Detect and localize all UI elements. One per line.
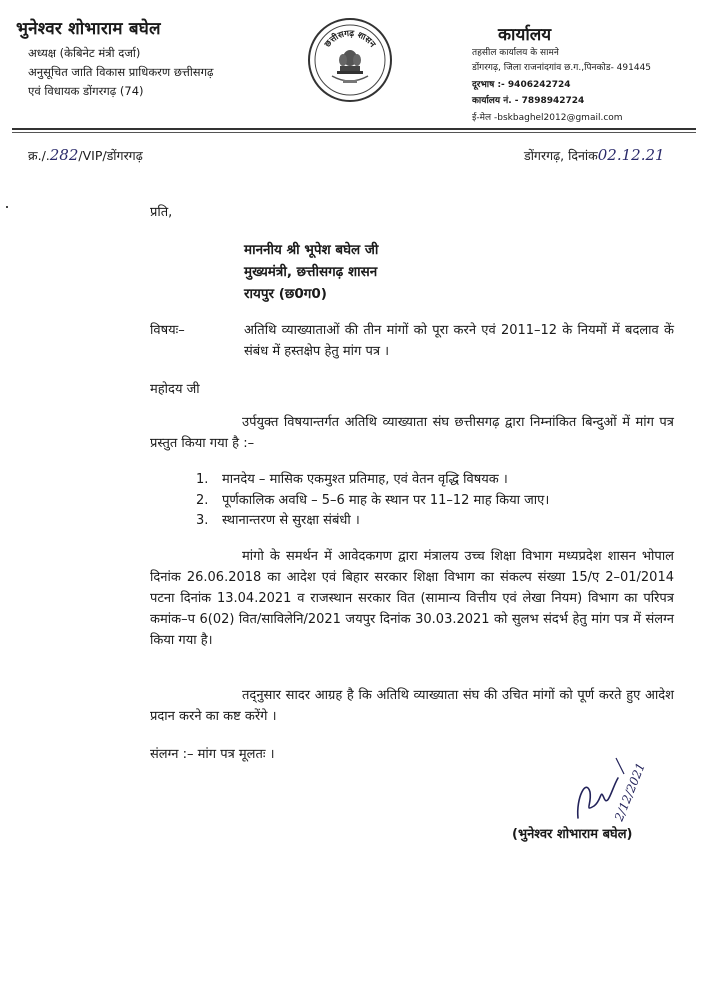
reference-prefix: क्र./. <box>28 148 50 163</box>
list-item-number: 3. <box>196 513 209 528</box>
office-address-line-2: डोंगरगढ़, जिला राजनांदगांव छ.ग.,पिनकोड- 491445 <box>472 63 652 73</box>
office-email: ई-मेल -bskbaghel2012@gmail.com <box>472 113 623 123</box>
salutation: महोदय जी <box>150 382 200 397</box>
emblem-text: छत्तीसगढ़ शासन <box>322 28 378 50</box>
list-item-text: पूर्णकालिक अवधि – 5–6 माह के स्थान पर 11–12 माह किया जाए। <box>222 492 550 508</box>
list-item-number: 2. <box>196 492 209 508</box>
paragraph-request: तद्नुसार सादर आग्रह है कि अतिथि व्याख्याता संघ की उचित मांगों को पूर्ण करते हुए आदेश प्रदान करने का कष्ट करेंगे । <box>150 688 674 724</box>
letterhead-name: भुनेश्वर शोभाराम बघेल <box>16 19 161 39</box>
office-number: कार्यालय नं. - 7898942724 <box>472 96 585 106</box>
reference-handwritten-number: 282 <box>49 146 79 164</box>
list-item-number: 1. <box>196 472 209 487</box>
enclosure-note: संलग्न :– मांग पत्र मूलतः । <box>150 747 275 762</box>
signature-date: 2/12/2021 <box>611 760 648 824</box>
recipient-name: माननीय श्री भूपेश बघेल जी <box>244 242 379 258</box>
date-handwritten-value: 02.12.21 <box>597 146 665 164</box>
office-phone: दूरभाष :- 9406242724 <box>472 80 571 90</box>
recipient-designation: मुख्यमंत्री, छत्तीसगढ़ शासन <box>244 264 378 280</box>
recipient-place: रायपुर (छ0ग0) <box>244 286 327 302</box>
subject-text: अतिथि व्याख्याताओं की तीन मांगों को पूरा करने एवं 2011–12 के नियमों में बदलाव कें संबंध में हस्तक्षेप हेतु मांग पत्र । <box>244 323 674 359</box>
reference-number <box>28 146 143 164</box>
letterhead-divider-thin <box>12 132 696 133</box>
reference-suffix: /VIP/डोंगरगढ़ <box>78 148 143 163</box>
scan-speck <box>6 206 8 208</box>
list-item-text: स्थानान्तरण से सुरक्षा संबंधी । <box>222 513 360 528</box>
paragraph-intro: उर्पयुक्त विषयान्तर्गत अतिथि व्याख्याता संघ छत्तीसगढ़ द्वारा निम्नांकित बिन्दुओं में मांग पत्र प्रस्तुत किया गया है :– <box>150 415 674 451</box>
paragraph-support: मांगो के समर्थन में आवेदकगण द्वारा मंत्रालय उच्च शिक्षा विभाग मध्यप्रदेश शासन भोपाल दिनांक 26.06.2018 का आदेश एवं बिहार सरकार शिक्षा विभाग का संकल्प संख्या 15/ए 2–01/2014 पटना दिनांक 13.04.2021 व राजस्थान सरकार वित (सामान्य वित्तीय एवं लेखा नियम) विभाग का परिपत्र कमांक–प 6(02) वित/साविलेनि/2021 जयपुर दिनांक 30.03.2021 को सुलभ संदर्भ हेतु मांग पत्र में संलग्न किया गया है। <box>150 549 674 648</box>
letterhead-authority: अनुसूचित जाति विकास प्राधिकरण छत्तीसगढ़ <box>28 65 214 79</box>
to-label: प्रति, <box>150 205 173 220</box>
handwritten-signature <box>564 748 674 832</box>
svg-text:छत्तीसगढ़ शासन <box>322 29 378 51</box>
subject-label: विषयः– <box>150 323 185 338</box>
government-emblem-icon <box>308 18 392 102</box>
demand-list <box>196 470 676 532</box>
list-item-text: मानदेय – मासिक एकमुश्त प्रतिमाह, एवं वेतन वृद्धि विषयक । <box>222 472 508 487</box>
list-item <box>196 491 676 512</box>
office-address-line-1: तहसील कार्यालय के सामने <box>472 48 559 58</box>
list-item <box>196 470 676 491</box>
letterhead-divider <box>12 128 696 130</box>
signatory-name: (भुनेश्वर शोभाराम बघेल) <box>512 827 633 842</box>
letter-date <box>524 146 665 164</box>
letterhead-designation: अध्यक्ष (केबिनेट मंत्री दर्जा) <box>28 46 141 60</box>
date-label: डोंगरगढ़, दिनांक <box>524 148 598 163</box>
list-item <box>196 511 676 532</box>
letterhead-constituency: एवं विधायक डोंगरगढ़ (74) <box>28 84 144 98</box>
office-title: कार्यालय <box>498 25 552 45</box>
